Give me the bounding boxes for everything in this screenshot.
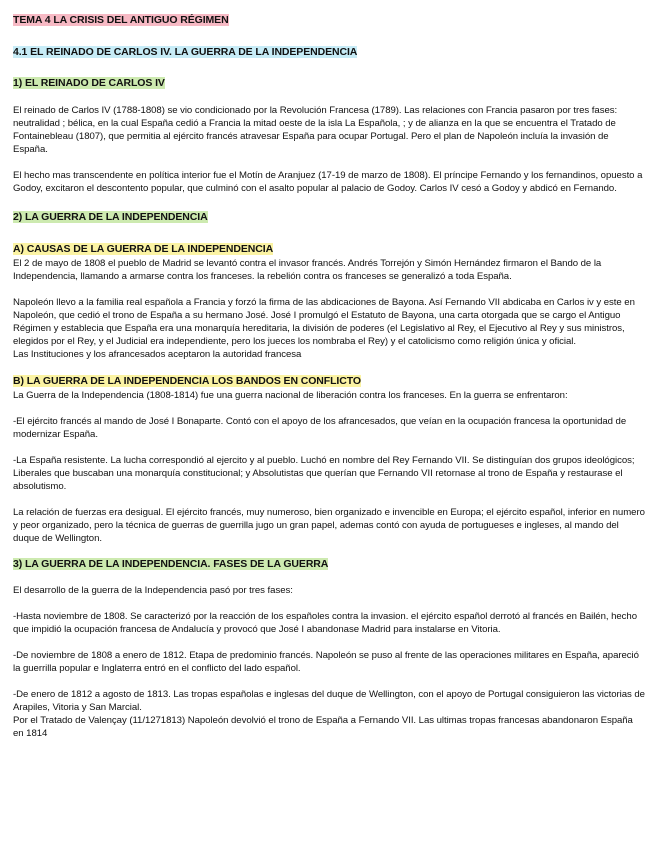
section-2a-heading: A) CAUSAS DE LA GUERRA DE LA INDEPENDENCIA	[13, 243, 274, 255]
section-2b-paragraph-2: -El ejército francés al mando de José I Bonaparte. Contó con el apoyo de los afrancesados, que veían en la ocupación francesa la oportunidad de modernizar España.	[13, 416, 627, 440]
section-1-paragraph-2: El hecho mas transcendente en política interior fue el Motín de Aranjuez (17-19 de marzo de 1808). El príncipe Fernando y los fernandinos, opuesto a Godoy, excitaron el descontento popular, que culminó con el asalto popular al palacio de Godoy. Carlos IV cesó a Godoy y abdicó en Fernando.	[13, 170, 643, 194]
section-1-paragraph-1: El reinado de Carlos IV (1788-1808) se vio condicionado por la Revolución Francesa (1789). Las relaciones con Francia pasaron por tres fases: neutralidad ; bélica, en la cual España cedió a Francia la mitad oeste de la isla La Española, ; y de alianza en la que se encuentra el Tratado de Fontainebleau (1807), que permitia al ejército francés atravesar España para ocupar Portugal. Pero el plan de Napoleón incluía la invasión de España.	[13, 105, 618, 155]
section-2a-paragraph-1: El 2 de mayo de 1808 el pueblo de Madrid se levantó contra el invasor francés. Andrés Torrejón y Simón Hernández firmaron el Bando de la Independencia, llamando a armarse contra los franceses. la rebelión contra os franceses se generalizó a toda España.	[13, 258, 602, 282]
section-2a-paragraph-3: Las Instituciones y los afrancesados aceptaron la autoridad francesa	[13, 349, 302, 360]
section-3-paragraph-4: -De enero de 1812 a agosto de 1813. Las tropas españolas e inglesas del duque de Wellington, con el apoyo de Portugal consiguieron las victorias de Arapiles, Vitoria y San Marcial.	[13, 689, 645, 713]
section-2b-paragraph-3: -La España resistente. La lucha correspondió al ejercito y al pueblo. Luchó en nombre del Rey Fernando VII. Se distinguían dos grupos ideológicos; Liberales que buscaban una monarquía constitucional; y Absolutistas que querían que Fernando VII retornase al trono de España y restaurase el absolutismo.	[13, 455, 635, 492]
section-1-heading: 1) EL REINADO DE CARLOS IV	[13, 77, 165, 89]
section-2a-paragraph-2: Napoleón llevo a la familia real española a Francia y forzó la firma de las abdicaciones de Bayona. Así Fernando VII abdicaba en Carlos iv y este en Napoleón, que cedió el trono de España a su hermano José. José I promulgó el Estatuto de Bayona, una carta otorgada que se cargo el Antiguo Régimen y establecia que España era una monarquía hereditaria, la división de poderes (el Legislativo al Rey, el Ejecutivo al Rey y sus ministros, elegidos por el Rey, y el Judicial era independiente, pero los jueces los nombraba el Rey) y el catolicismo como religión única y oficial.	[13, 297, 635, 347]
document-title: TEMA 4 LA CRISIS DEL ANTIGUO RÉGIMEN	[13, 14, 229, 26]
section-3-paragraph-1: El desarrollo de la guerra de la Independencia pasó por tres fases:	[13, 585, 293, 596]
section-2b-heading: B) LA GUERRA DE LA INDEPENDENCIA LOS BANDOS EN CONFLICTO	[13, 375, 361, 387]
section-3-paragraph-5: Por el Tratado de Valençay (11/1271813) Napoleón devolvió el trono de España a Fernando VII. Las ultimas tropas francesas abandonaron España en 1814	[13, 715, 633, 739]
section-2b-paragraph-1: La Guerra de la Independencia (1808-1814) fue una guerra nacional de liberación contra los franceses. En la guerra se enfrentaron:	[13, 390, 568, 401]
section-2b-paragraph-4: La relación de fuerzas era desigual. El ejército francés, muy numeroso, bien organizado e invencible en Europa; el ejército español, inferior en numero y peor organizado, pero la técnica de guerras de guerrilla jugo un gran papel, ademas contó con ayuda de portugueses e ingleses, al mando del duque de Wellington.	[13, 507, 645, 544]
document-subtitle: 4.1 EL REINADO DE CARLOS IV. LA GUERRA DE LA INDEPENDENCIA	[13, 46, 358, 58]
section-3-paragraph-3: -De noviembre de 1808 a enero de 1812. Etapa de predominio francés. Napoleón se puso al frente de las operaciones militares en España, apareció la guerrilla popular e Inglaterra entró en el conflicto del lado español.	[13, 650, 639, 674]
section-3-paragraph-2: -Hasta noviembre de 1808. Se caracterizó por la reacción de los españoles contra la invasion. el ejército español derrotó al francés en Bailén, hecho que impidió la ocupación francesa de Andalucía y provocó que José I abandonase Madrid para instalarse en Vitoria.	[13, 611, 637, 635]
section-3-heading: 3) LA GUERRA DE LA INDEPENDENCIA. FASES DE LA GUERRA	[13, 558, 329, 570]
section-2-heading: 2) LA GUERRA DE LA INDEPENDENCIA	[13, 211, 208, 223]
